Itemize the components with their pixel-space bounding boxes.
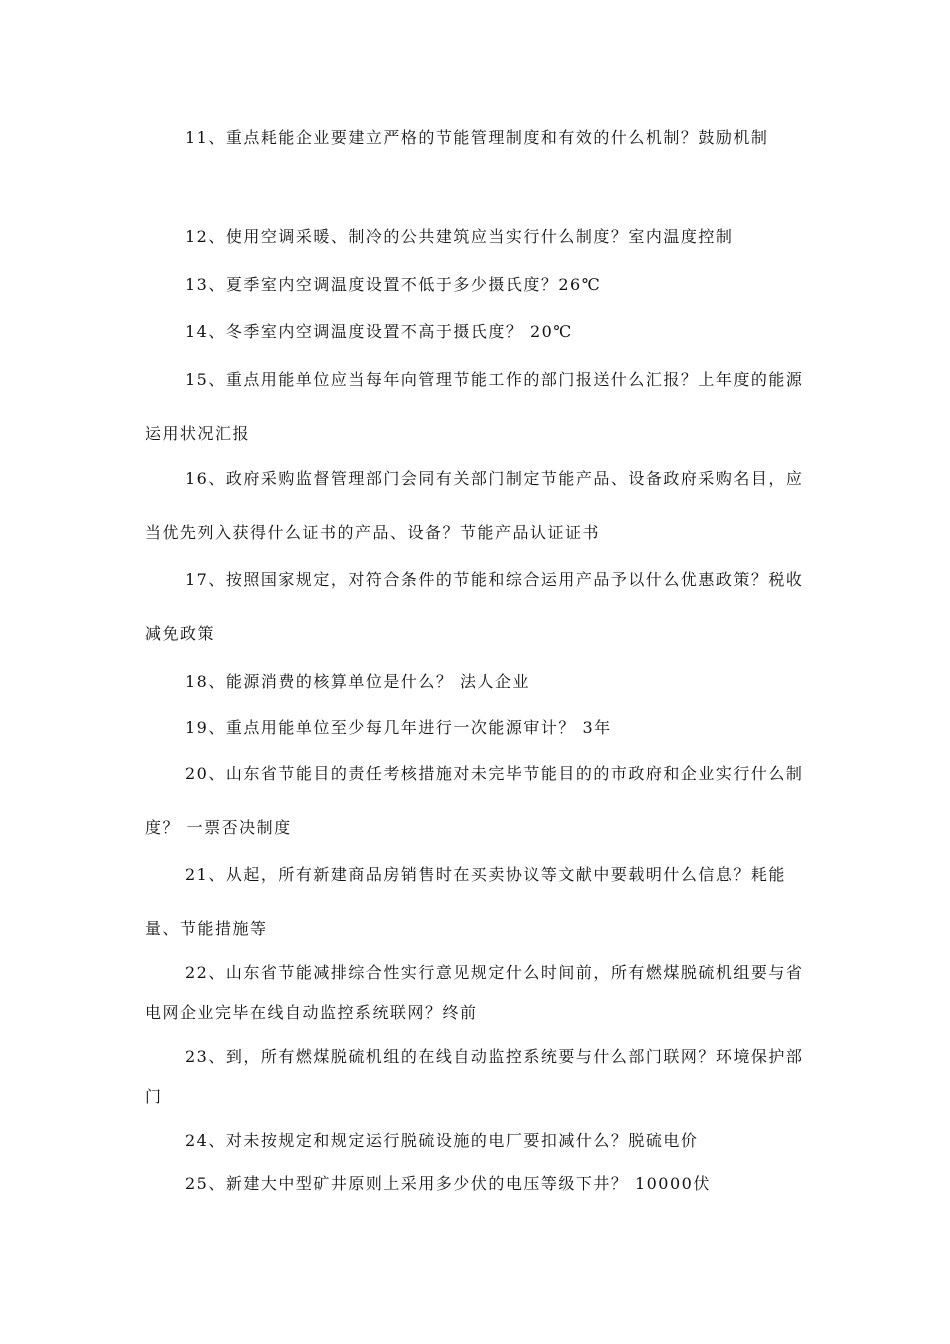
question-22: 22、山东省节能减排综合性实行意见规定什么时间前，所有燃煤脱硫机组要与省电网企业完毕在线自动监控系统联网？终前 (145, 963, 804, 1022)
question-24: 24、对未按规定和规定运行脱硫设施的电厂要扣减什么？脱硫电价 (185, 1131, 699, 1150)
question-11: 11、重点耗能企业要建立严格的节能管理制度和有效的什么机制？鼓励机制 (185, 128, 769, 147)
question-16: 16、政府采购监督管理部门会同有关部门制定节能产品、设备政府采购名目，应当优先列入获得什么证书的产品、设备？节能产品认证证书 (145, 469, 804, 542)
question-19: 19、重点用能单位至少每几年进行一次能源审计？ 3年 (185, 718, 612, 737)
question-12: 12、使用空调采暖、制冷的公共建筑应当实行什么制度？室内温度控制 (185, 227, 734, 246)
question-18: 18、能源消费的核算单位是什么？ 法人企业 (185, 672, 530, 691)
question-17: 17、按照国家规定，对符合条件的节能和综合运用产品予以什么优惠政策？税收减免政策 (145, 570, 804, 643)
question-21: 21、从起，所有新建商品房销售时在买卖协议等文献中要载明什么信息？耗能量、节能措施等 (145, 865, 786, 938)
question-14: 14、冬季室内空调温度设置不高于摄氏度？ 20℃ (185, 322, 573, 341)
question-15: 15、重点用能单位应当每年向管理节能工作的部门报送什么汇报？上年度的能源运用状况汇报 (145, 370, 804, 443)
question-23: 23、到，所有燃煤脱硫机组的在线自动监控系统要与什么部门联网？环境保护部门 (145, 1047, 804, 1106)
question-13: 13、夏季室内空调温度设置不低于多少摄氏度？26℃ (185, 275, 602, 294)
question-20: 20、山东省节能目的责任考核措施对未完毕节能目的的市政府和企业实行什么制度？ 一票否决制度 (145, 764, 804, 837)
question-25: 25、新建大中型矿井原则上采用多少伏的电压等级下井？ 10000伏 (185, 1174, 711, 1193)
